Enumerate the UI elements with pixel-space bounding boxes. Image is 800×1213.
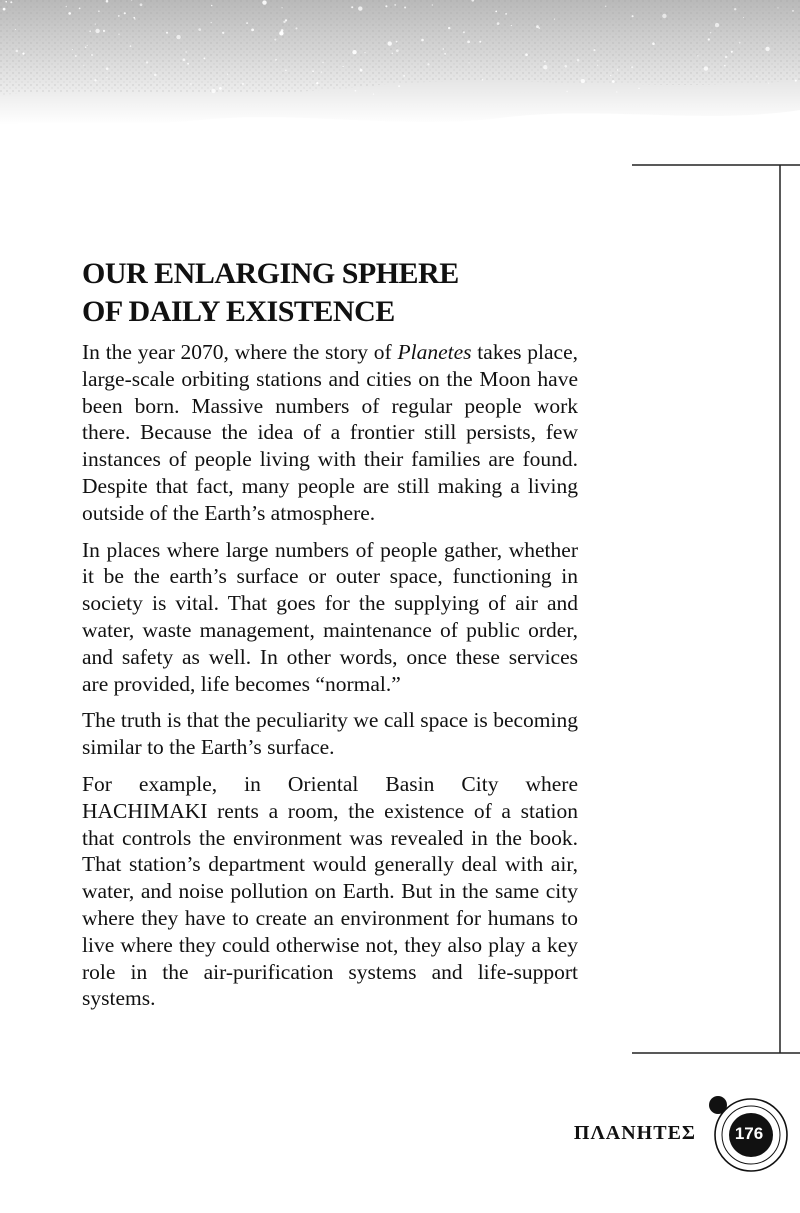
heading-line-2: OF DAILY EXISTENCE: [82, 295, 395, 328]
star-speck: [118, 33, 119, 34]
star-speck: [198, 28, 201, 31]
star-speck: [242, 83, 244, 85]
star-speck: [281, 7, 282, 8]
star-speck: [795, 80, 797, 82]
star-speck: [765, 47, 769, 51]
star-speck: [525, 53, 528, 56]
star-speck: [756, 76, 757, 77]
star-speck: [631, 66, 633, 68]
star-speck: [704, 66, 708, 70]
star-speck: [469, 62, 470, 63]
star-speck: [262, 0, 266, 4]
star-speck: [343, 66, 344, 67]
star-speck: [176, 35, 180, 39]
star-speck: [710, 32, 711, 33]
star-speck: [68, 12, 71, 15]
star-speck: [83, 65, 84, 66]
star-speck: [725, 56, 728, 59]
star-speck: [697, 55, 698, 56]
star-speck: [616, 91, 617, 92]
star-speck: [75, 55, 77, 57]
star-speck: [185, 51, 186, 52]
star-speck: [743, 17, 744, 18]
star-speck: [373, 93, 374, 94]
star-speck: [427, 63, 429, 65]
starfield-header: [0, 0, 800, 150]
star-speck: [662, 14, 666, 18]
star-speck: [479, 41, 481, 43]
star-speck: [444, 53, 446, 55]
star-speck: [734, 8, 736, 10]
star-speck: [10, 1, 12, 3]
star-speck: [396, 41, 398, 43]
star-speck: [106, 0, 109, 2]
star-speck: [72, 49, 73, 50]
star-speck: [638, 88, 640, 90]
star-speck: [66, 6, 68, 8]
star-speck: [211, 22, 212, 23]
star-speck: [398, 85, 400, 87]
article: [82, 255, 578, 1022]
star-speck: [724, 65, 726, 67]
star-speck: [495, 11, 497, 13]
star-speck: [396, 49, 399, 52]
star-speck: [222, 32, 224, 34]
star-speck: [463, 31, 465, 33]
star-speck: [792, 10, 794, 12]
star-speck: [652, 42, 655, 45]
star-speck: [632, 15, 634, 17]
paragraph-4: For example, in Oriental Basin City where HACHIMAKI rents a room, the existence of a station that controls the environment was revealed in the book. That station’s department would generally deal with air, water, and noise pollution on Earth. But in the same city where they have to create an environment for humans to live where they could otherwise not, they also play a key role in the air-purification systems and life-support systems.: [82, 771, 578, 1011]
star-speck: [768, 83, 769, 84]
star-speck: [95, 29, 99, 33]
star-speck: [211, 89, 215, 93]
star-speck: [211, 5, 213, 7]
star-speck: [610, 75, 611, 76]
star-speck: [617, 69, 618, 70]
paragraph-3: The truth is that the peculiarity we call space is becoming similar to the Earth’s surface.: [82, 708, 578, 760]
star-speck: [432, 4, 433, 5]
star-speck: [280, 32, 282, 34]
star-speck: [190, 83, 191, 84]
star-speck: [133, 17, 135, 19]
star-speck: [283, 21, 285, 23]
star-speck: [106, 67, 109, 70]
paragraph-1-start: In the year 2070, where the story of: [82, 340, 398, 364]
star-speck: [511, 25, 512, 26]
star-speck: [183, 58, 186, 61]
star-speck: [577, 59, 580, 62]
paragraph-1-end: takes place, large-scale orbiting stations and cities on the Moon have been born. Massive numbers of regular people work there. Because the idea of a frontier still persists, few instances of people living with their families are found. Despite that fact, many people are still making a living outside of the Earth’s atmosphere.: [82, 340, 578, 525]
star-speck: [79, 8, 81, 10]
star-speck: [251, 29, 254, 32]
star-speck: [505, 13, 507, 15]
star-speck: [321, 71, 322, 72]
star-speck: [98, 10, 100, 12]
star-speck: [708, 38, 710, 40]
star-speck: [403, 75, 405, 77]
paragraph-2: In places where large numbers of people gather, whether it be the earth’s surface or outer space, functioning in society is vital. That goes for the supplying of air and water, waste management, maintenance of public order, and safety as well. In other words, once these services are provided, life becomes “normal.”: [82, 537, 578, 696]
star-speck: [22, 52, 24, 54]
star-speck: [482, 79, 484, 81]
star-speck: [777, 7, 778, 8]
star-speck: [581, 79, 585, 83]
star-speck: [564, 65, 567, 68]
star-speck: [358, 6, 362, 10]
star-speck: [281, 29, 284, 32]
star-speck: [715, 23, 719, 27]
star-speck: [554, 19, 555, 20]
star-speck: [597, 65, 598, 66]
star-speck: [360, 68, 361, 69]
star-speck: [103, 30, 105, 32]
series-title: ΠΛΑΝΗΤΕΣ: [573, 1122, 696, 1144]
star-speck: [275, 59, 277, 61]
star-speck: [94, 79, 96, 81]
star-speck: [227, 74, 228, 75]
star-speck: [15, 29, 16, 30]
star-speck: [5, 1, 7, 3]
heading-line-1: OUR ENLARGING SPHERE: [82, 257, 459, 290]
star-speck: [146, 61, 148, 63]
star-speck: [404, 6, 406, 8]
star-speck: [351, 6, 353, 8]
book-title: Planetes: [397, 340, 472, 364]
star-speck: [392, 53, 393, 54]
star-speck: [612, 80, 615, 83]
star-speck: [731, 51, 733, 53]
star-speck: [106, 77, 107, 78]
star-speck: [467, 41, 470, 44]
star-speck: [421, 39, 424, 42]
star-speck: [497, 22, 500, 25]
star-speck: [442, 48, 444, 50]
star-speck: [566, 91, 568, 93]
star-speck: [295, 27, 297, 29]
star-speck: [187, 63, 189, 65]
star-speck: [91, 54, 93, 56]
star-speck: [285, 70, 286, 71]
star-speck: [312, 70, 314, 72]
star-speck: [95, 24, 96, 25]
star-speck: [394, 4, 396, 6]
star-speck: [322, 62, 323, 63]
star-speck: [246, 22, 248, 24]
star-speck: [3, 8, 6, 11]
star-speck: [605, 6, 607, 8]
star-speck: [274, 39, 276, 41]
star-speck: [355, 90, 357, 92]
star-speck: [352, 50, 356, 54]
star-speck: [448, 27, 450, 29]
star-speck: [388, 41, 392, 45]
star-speck: [543, 65, 547, 69]
star-speck: [203, 57, 205, 59]
star-speck: [316, 82, 318, 84]
paragraph-1: [82, 339, 578, 527]
star-speck: [219, 87, 222, 90]
star-speck: [16, 50, 19, 53]
star-speck: [85, 47, 86, 48]
star-speck: [385, 5, 387, 7]
star-speck: [597, 60, 598, 61]
star-speck: [544, 61, 546, 63]
star-speck: [154, 74, 157, 77]
star-speck: [89, 30, 91, 32]
star-speck: [536, 25, 539, 28]
star-speck: [124, 12, 126, 14]
star-speck: [130, 45, 132, 47]
star-speck: [166, 32, 168, 34]
article-heading: [82, 255, 578, 331]
star-speck: [118, 15, 120, 17]
star-speck: [593, 49, 595, 51]
star-speck: [140, 3, 143, 6]
star-speck: [739, 42, 741, 44]
page-number: 176: [734, 1124, 764, 1143]
star-speck: [538, 27, 540, 29]
star-speck: [364, 52, 365, 53]
star-speck: [87, 45, 88, 46]
